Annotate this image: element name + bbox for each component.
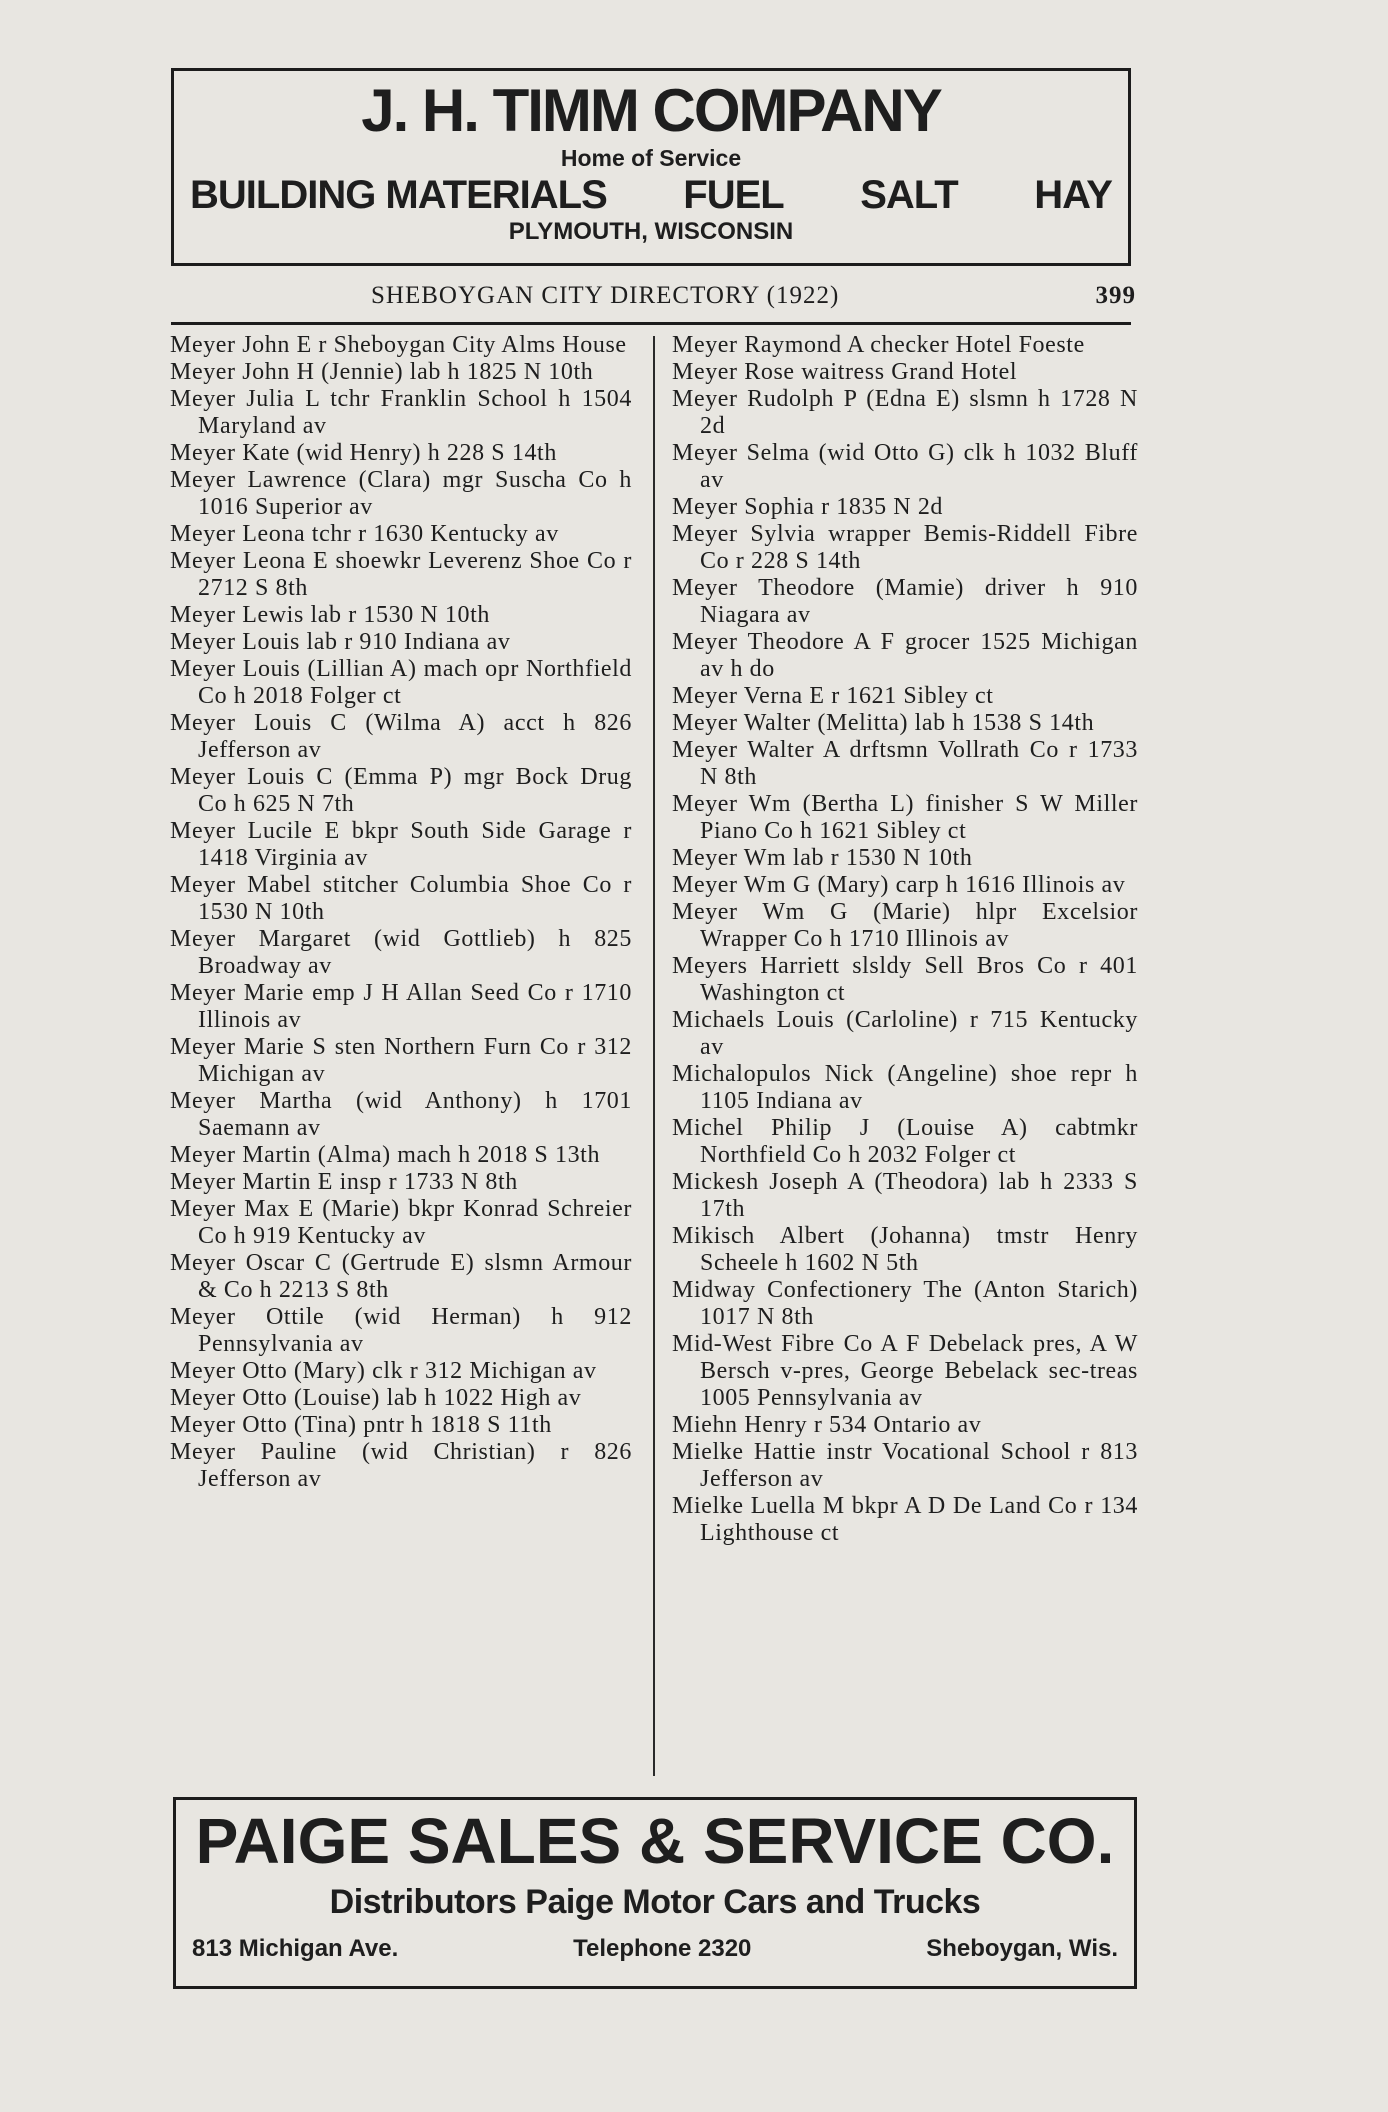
directory-entry: Meyer John E r Sheboygan City Alms House xyxy=(170,332,627,358)
directory-entry: Mielke Luella M bkpr A D De Land Co r 134 Lighthouse ct xyxy=(672,1493,1138,1546)
directory-entry: Meyer Max E (Marie) bkpr Konrad Schreier Co h 919 Kentucky av xyxy=(170,1196,632,1249)
directory-entry: Meyer Kate (wid Henry) h 228 S 14th xyxy=(170,440,557,466)
directory-entry: Meyer Martin E insp r 1733 N 8th xyxy=(170,1169,518,1195)
ad-products xyxy=(174,173,1128,217)
directory-entry: Meyer Walter A drftsmn Vollrath Co r 1733 N 8th xyxy=(672,737,1138,790)
ad-address: 813 Michigan Ave. xyxy=(192,1935,399,1962)
ad-product: HAY xyxy=(1034,173,1112,217)
directory-entry: Meyers Harriett slsldy Sell Bros Co r 401 Washington ct xyxy=(672,953,1138,1006)
directory-entry: Meyer Wm lab r 1530 N 10th xyxy=(672,845,973,871)
directory-entry: Meyer Martin (Alma) mach h 2018 S 13th xyxy=(170,1142,601,1168)
directory-entry: Meyer Otto (Mary) clk r 312 Michigan av xyxy=(170,1358,597,1384)
paige-sales-advertisement xyxy=(173,1797,1137,1989)
directory-title: SHEBOYGAN CITY DIRECTORY (1922) xyxy=(371,282,840,309)
directory-entry: Meyer Julia L tchr Franklin School h 1504 Maryland av xyxy=(170,386,632,439)
directory-entry: Meyer Leona tchr r 1630 Kentucky av xyxy=(170,521,559,547)
directory-entry: Michaels Louis (Carloline) r 715 Kentucky av xyxy=(672,1007,1138,1060)
directory-entry: Michel Philip J (Louise A) cabtmkr Northfield Co h 2032 Folger ct xyxy=(672,1115,1138,1168)
directory-entry: Mikisch Albert (Johanna) tmstr Henry Scheele h 1602 N 5th xyxy=(672,1223,1138,1276)
directory-entry: Mid-West Fibre Co A F Debelack pres, A W Bersch v-pres, George Bebelack sec-treas 1005 Pennsylvania av xyxy=(672,1331,1138,1411)
ad-product: SALT xyxy=(860,173,958,217)
directory-entry: Mielke Hattie instr Vocational School r 813 Jefferson av xyxy=(672,1439,1138,1492)
directory-entry: Meyer Rudolph P (Edna E) slsmn h 1728 N 2d xyxy=(672,386,1138,439)
ad-company-name: J. H. TIMM COMPANY xyxy=(361,77,941,144)
directory-entry: Meyer Walter (Melitta) lab h 1538 S 14th xyxy=(672,710,1095,736)
directory-entry: Meyer John H (Jennie) lab h 1825 N 10th xyxy=(170,359,594,385)
ad-product: FUEL xyxy=(683,173,784,217)
header-rule xyxy=(171,322,1131,325)
directory-entry: Meyer Sophia r 1835 N 2d xyxy=(672,494,944,520)
directory-entry: Mickesh Joseph A (Theodora) lab h 2333 S 17th xyxy=(672,1169,1138,1222)
ad-tagline: Distributors Paige Motor Cars and Trucks xyxy=(329,1883,981,1921)
directory-entry: Meyer Martha (wid Anthony) h 1701 Saemann av xyxy=(170,1088,632,1141)
directory-entry: Meyer Marie S sten Northern Furn Co r 312 Michigan av xyxy=(170,1034,632,1087)
directory-entry: Meyer Otto (Tina) pntr h 1818 S 11th xyxy=(170,1412,552,1438)
left-column xyxy=(170,332,632,1493)
directory-entry: Meyer Rose waitress Grand Hotel xyxy=(672,359,1018,385)
directory-entry: Meyer Marie emp J H Allan Seed Co r 1710 Illinois av xyxy=(170,980,632,1033)
directory-entry: Michalopulos Nick (Angeline) shoe repr h 1105 Indiana av xyxy=(672,1061,1138,1114)
ad-tagline: Home of Service xyxy=(560,145,742,171)
directory-entry: Meyer Raymond A checker Hotel Foeste xyxy=(672,332,1085,358)
directory-entry: Meyer Verna E r 1621 Sibley ct xyxy=(672,683,994,709)
directory-entry: Meyer Otto (Louise) lab h 1022 High av xyxy=(170,1385,582,1411)
ad-telephone: Telephone 2320 xyxy=(573,1935,752,1962)
ad-location: PLYMOUTH, WISCONSIN xyxy=(508,218,794,245)
directory-entry: Meyer Lucile E bkpr South Side Garage r 1418 Virginia av xyxy=(170,818,632,871)
directory-entry: Meyer Margaret (wid Gottlieb) h 825 Broadway av xyxy=(170,926,632,979)
ad-contact xyxy=(176,1934,1134,1964)
right-column xyxy=(672,332,1138,1547)
directory-entry: Meyer Leona E shoewkr Leverenz Shoe Co r 2712 S 8th xyxy=(170,548,632,601)
column-divider xyxy=(653,336,655,1776)
directory-entry: Meyer Theodore A F grocer 1525 Michigan av h do xyxy=(672,629,1138,682)
directory-entry: Meyer Mabel stitcher Columbia Shoe Co r 1530 N 10th xyxy=(170,872,632,925)
directory-entry: Meyer Lawrence (Clara) mgr Suscha Co h 1016 Superior av xyxy=(170,467,632,520)
ad-city: Sheboygan, Wis. xyxy=(926,1935,1118,1962)
directory-entry: Meyer Wm G (Mary) carp h 1616 Illinois av xyxy=(672,872,1126,898)
timm-company-advertisement xyxy=(171,68,1131,266)
directory-entry: Meyer Wm (Bertha L) finisher S W Miller Piano Co h 1621 Sibley ct xyxy=(672,791,1138,844)
page-number: 399 xyxy=(1095,282,1136,309)
directory-entry: Miehn Henry r 534 Ontario av xyxy=(672,1412,982,1438)
directory-entry: Meyer Louis C (Emma P) mgr Bock Drug Co h 625 N 7th xyxy=(170,764,632,817)
directory-entry: Meyer Theodore (Mamie) driver h 910 Niagara av xyxy=(672,575,1138,628)
page-header xyxy=(171,282,1136,318)
directory-entry: Meyer Selma (wid Otto G) clk h 1032 Bluff av xyxy=(672,440,1138,493)
directory-entry: Meyer Wm G (Marie) hlpr Excelsior Wrapper Co h 1710 Illinois av xyxy=(672,899,1138,952)
directory-entry: Meyer Ottile (wid Herman) h 912 Pennsylvania av xyxy=(170,1304,632,1357)
directory-entry: Meyer Oscar C (Gertrude E) slsmn Armour & Co h 2213 S 8th xyxy=(170,1250,632,1303)
directory-entry: Meyer Louis (Lillian A) mach opr Northfield Co h 2018 Folger ct xyxy=(170,656,632,709)
directory-entry: Meyer Pauline (wid Christian) r 826 Jefferson av xyxy=(170,1439,632,1492)
directory-entry: Meyer Louis C (Wilma A) acct h 826 Jefferson av xyxy=(170,710,632,763)
directory-entry: Meyer Sylvia wrapper Bemis-Riddell Fibre Co r 228 S 14th xyxy=(672,521,1138,574)
directory-entry: Meyer Louis lab r 910 Indiana av xyxy=(170,629,511,655)
ad-product: BUILDING MATERIALS xyxy=(190,173,607,217)
ad-company-name: PAIGE SALES & SERVICE CO. xyxy=(195,1805,1115,1877)
directory-entry: Midway Confectionery The (Anton Starich) 1017 N 8th xyxy=(672,1277,1138,1330)
directory-entry: Meyer Lewis lab r 1530 N 10th xyxy=(170,602,491,628)
